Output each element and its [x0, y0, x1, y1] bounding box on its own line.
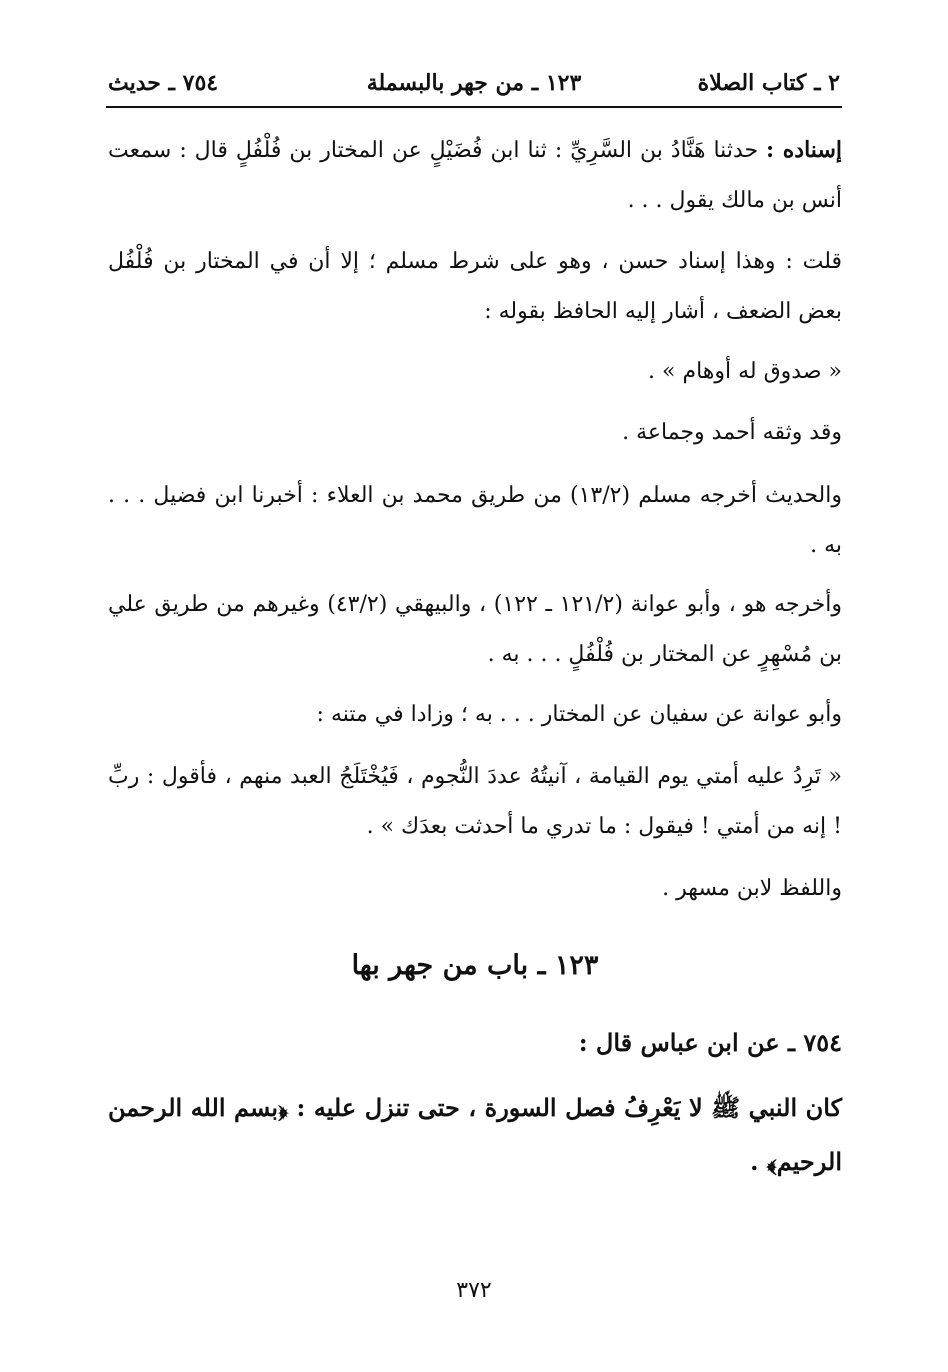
- header-hadith-number: ٧٥٤ ـ حديث: [108, 70, 219, 96]
- isnad-label: إسناده :: [766, 137, 842, 163]
- header-chapter-title: ١٢٣ ـ من جهر بالبسملة: [366, 70, 582, 96]
- takhrij-muslim-paragraph: والحديث أخرجه مسلم (١٣/٢) من طريق محمد بن العلاء : أخبرنا ابن فضيل . . . به .: [108, 483, 843, 558]
- hadith-addition-quote: « تَرِدُ عليه أمتي يوم القيامة ، آنيتُهُ عددَ النُّجوم ، فَيُخْتَلَجُ العبد منهم ، فأقول : ربِّ ! إنه من أمتي ! فيقول : ما تدري ما أحدثت بعدَك » .: [108, 764, 842, 839]
- tawthiq-paragraph: وقد وثقه أحمد وجماعة .: [622, 420, 842, 445]
- isnad-text: حدثنا هَنَّادُ بن السَّرِيِّ : ثنا ابن فُضَيْلٍ عن المختار بن فُلْفُلٍ قال : سمعت أنس بن مالك يقول . . .: [108, 138, 842, 213]
- page-number: ٣٧٢: [456, 1278, 492, 1303]
- wording-note: واللفظ لابن مسهر .: [662, 876, 842, 901]
- header-divider: [106, 106, 842, 108]
- addition-paragraph: وأبو عوانة عن سفيان عن المختار . . . به ؛ وزادا في متنه :: [316, 702, 842, 727]
- section-title: ١٢٣ ـ باب من جهر بها: [351, 950, 599, 981]
- running-header: [108, 66, 840, 102]
- takhrij-others-paragraph: وأخرجه هو ، وأبو عوانة (١٢١/٢ ـ ١٢٢) ، والبيهقي (٤٣/٢) وغيرهم من طريق علي بن مُسْهِرٍ عن المختار بن فُلْفُلٍ . . . به .: [108, 592, 842, 667]
- hadith-text: كان النبي ﷺ لا يَعْرِفُ فصل السورة ، حتى تنزل عليه : ﴿بسم الله الرحمن الرحيم﴾ .: [108, 1093, 842, 1176]
- quote-paragraph: « صدوق له أوهام » .: [648, 359, 842, 384]
- commentary-paragraph: قلت : وهذا إسناد حسن ، وهو على شرط مسلم ؛ إلا أن في المختار بن فُلْفُل بعض الضعف ، أشار إليه الحافظ بقوله :: [108, 249, 842, 324]
- header-book-title: ٢ ـ كتاب الصلاة: [697, 70, 840, 96]
- hadith-intro: ٧٥٤ ـ عن ابن عباس قال :: [578, 1028, 842, 1057]
- isnad-paragraph: [108, 125, 842, 226]
